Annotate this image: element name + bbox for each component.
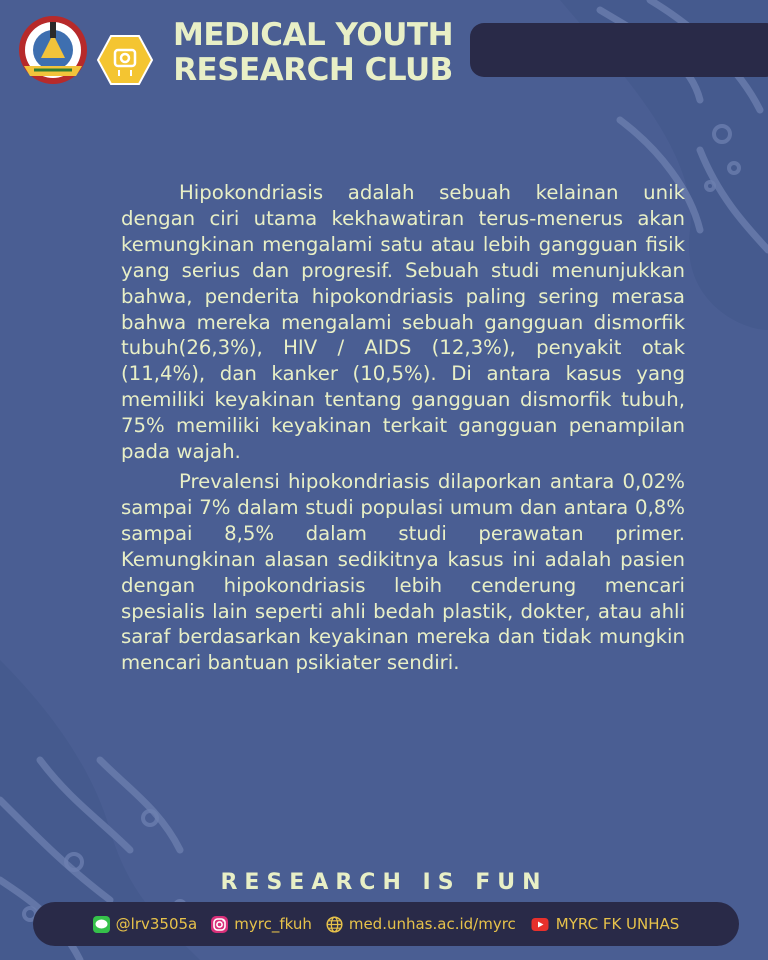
line-icon	[93, 916, 110, 933]
social-instagram[interactable]	[211, 915, 312, 933]
social-instagram-label: myrc_fkuh	[234, 915, 312, 933]
social-website-label: med.unhas.ac.id/myrc	[348, 915, 516, 933]
social-youtube-label: MYRC FK UNHAS	[555, 915, 680, 933]
social-line-label: @lrv3505a	[115, 915, 198, 933]
club-title-line2: RESEARCH CLUB	[173, 52, 453, 88]
instagram-icon	[211, 916, 228, 933]
paragraph: Hipokondriasis adalah sebuah kelainan unik dengan ciri utama kekhawatiran terus-menerus akan kemungkinan mengalami satu atau lebih gangguan fisik yang serius dan progresif. Sebuah studi menunjukkan bahwa, penderita hipokondriasis paling sering merasa bahwa mereka mengalami sebuah gangguan dismorfik tubuh(26,3%), HIV / AIDS (12,3%), penyakit otak (11,4%), dan kanker (10,5%). Di antara kasus yang memiliki keyakinan tentang gangguan dismorfik tubuh, 75% memiliki keyakinan terkait gangguan penampilan pada wajah.	[121, 181, 685, 464]
article-body	[121, 180, 685, 680]
club-title	[168, 18, 458, 88]
social-line[interactable]	[93, 915, 198, 933]
social-website[interactable]	[326, 915, 516, 933]
myrc-hexagon-logo-icon	[97, 34, 153, 86]
social-bar	[33, 902, 739, 946]
club-title-line1: MEDICAL YOUTH	[172, 17, 454, 53]
university-seal-icon	[16, 12, 90, 86]
globe-icon	[326, 916, 343, 933]
youtube-icon	[530, 916, 550, 933]
paragraph: Prevalensi hipokondriasis dilaporkan antara 0,02% sampai 7% dalam studi populasi umum dan antara 0,8% sampai 8,5% dalam studi perawatan primer. Kemungkinan alasan sedikitnya kasus ini adalah pasien dengan hipokondriasis lebih cenderung mencari spesialis lain seperti ahli bedah plastik, dokter, atau ahli saraf berdasarkan keyakinan mereka dan tidak mungkin mencari bantuan psikiater sendiri.	[121, 469, 685, 675]
tagline: RESEARCH IS FUN	[220, 870, 548, 895]
header-bar	[470, 23, 768, 77]
header	[0, 0, 768, 100]
social-youtube[interactable]	[530, 915, 680, 933]
